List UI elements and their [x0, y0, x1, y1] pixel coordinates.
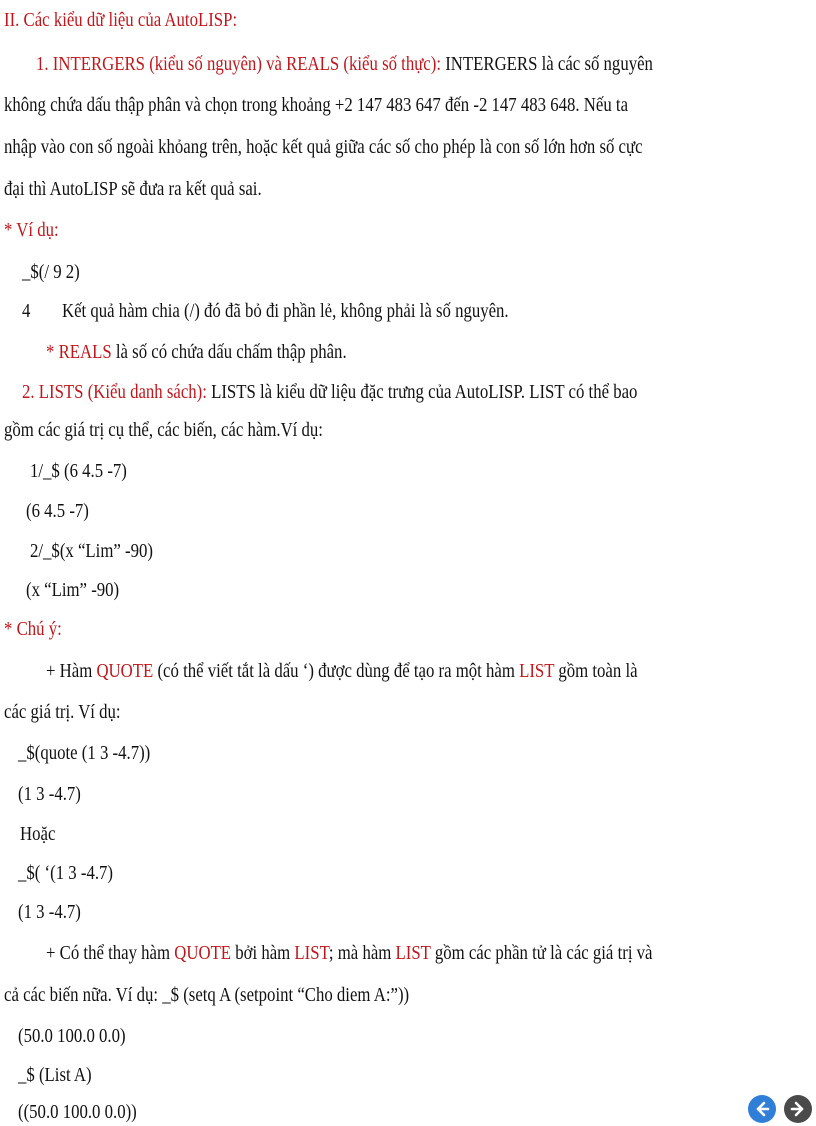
quote-shorthand-code: _$( ‘(1 3 -4.7): [18, 863, 114, 884]
section-2-line-1: [22, 380, 637, 406]
quote-example-result: (1 3 -4.7): [18, 784, 81, 805]
note-2-text-c: ; mà hàm: [328, 943, 396, 964]
note-label: * Chú ý:: [4, 619, 62, 640]
section-2-line-2: gồm các giá trị cụ thể, các biến, các hàm.Ví dụ:: [4, 420, 323, 441]
note-1-text-b: (có thể viết tắt là dấu ‘) được dùng để tạo ra một hàm: [153, 661, 520, 682]
example-1-result-number: 4: [22, 301, 31, 322]
list-example-2-code: 2/_$(x “Lim” -90): [30, 541, 153, 562]
list-example-1-code: 1/_$ (6 4.5 -7): [30, 461, 127, 482]
reals-line: [46, 340, 347, 366]
note-1-line-2: các giá trị. Ví dụ:: [4, 702, 121, 723]
example-1-result-text: Kết quả hàm chia (/) đó đã bỏ đi phần lẻ, không phải là số nguyên.: [62, 301, 509, 322]
list-a-code: _$ (List A): [18, 1065, 92, 1086]
note-2-text-d: gồm các phần tử là các giá trị và: [430, 943, 653, 964]
section-1-line-2: không chứa dấu thập phân và chọn trong khoảng +2 147 483 647 đến -2 147 483 648. Nếu ta: [4, 95, 629, 116]
back-button[interactable]: [748, 1095, 776, 1123]
back-arrow-icon: [753, 1100, 771, 1118]
note-1-text-a: + Hàm: [46, 661, 97, 682]
quote-shorthand-result: (1 3 -4.7): [18, 902, 81, 923]
section-1-line-3: nhập vào con số ngoài khỏang trên, hoặc kết quả giữa các số cho phép là con số lớn hơn số cực: [4, 137, 643, 158]
section-1-line-4: đại thì AutoLISP sẽ đưa ra kết quả sai.: [4, 179, 262, 200]
quote-keyword-2: QUOTE: [174, 943, 232, 964]
quote-keyword: QUOTE: [96, 661, 154, 682]
note-2-text-a: + Có thể thay hàm: [46, 943, 175, 964]
section-heading: II. Các kiểu dữ liệu của AutoLISP:: [4, 10, 238, 31]
list-example-2-result: (x “Lim” -90): [26, 580, 120, 601]
note-2-line-1: [46, 941, 653, 967]
reals-text: là số có chứa dấu chấm thập phân.: [111, 342, 347, 363]
or-label: Hoặc: [20, 824, 56, 845]
note-2-text-b: bởi hàm: [231, 943, 295, 964]
list-keyword: LIST: [519, 661, 555, 682]
setq-result: (50.0 100.0 0.0): [18, 1026, 126, 1047]
forward-button[interactable]: [784, 1095, 812, 1123]
section-2-title: 2. LISTS (Kiểu danh sách):: [22, 382, 207, 403]
forward-arrow-icon: [789, 1100, 807, 1118]
section-2-text: LISTS là kiểu dữ liệu đặc trưng của AutoLISP. LIST có thể bao: [206, 382, 638, 403]
list-keyword-3: LIST: [395, 943, 431, 964]
reals-keyword: REALS: [58, 342, 112, 363]
section-1-text: INTERGERS là các số nguyên: [441, 54, 653, 75]
example-label: * Ví dụ:: [4, 220, 59, 241]
list-example-1-result: (6 4.5 -7): [26, 501, 89, 522]
example-1-code: _$(/ 9 2): [22, 262, 80, 283]
list-keyword-2: LIST: [294, 943, 329, 964]
quote-example-code: _$(quote (1 3 -4.7)): [18, 743, 151, 764]
section-1-title: 1. INTERGERS (kiểu số nguyên) và REALS (kiểu số thực):: [36, 54, 442, 75]
reals-bullet: *: [46, 342, 59, 363]
note-1-text-c: gồm toàn là: [554, 661, 638, 682]
note-2-line-2: cả các biến nữa. Ví dụ: _$ (setq A (setpoint “Cho diem A:”)): [4, 985, 410, 1006]
note-1-line-1: [46, 659, 638, 685]
section-1-line-1: [36, 52, 653, 78]
list-a-result: ((50.0 100.0 0.0)): [18, 1102, 137, 1123]
